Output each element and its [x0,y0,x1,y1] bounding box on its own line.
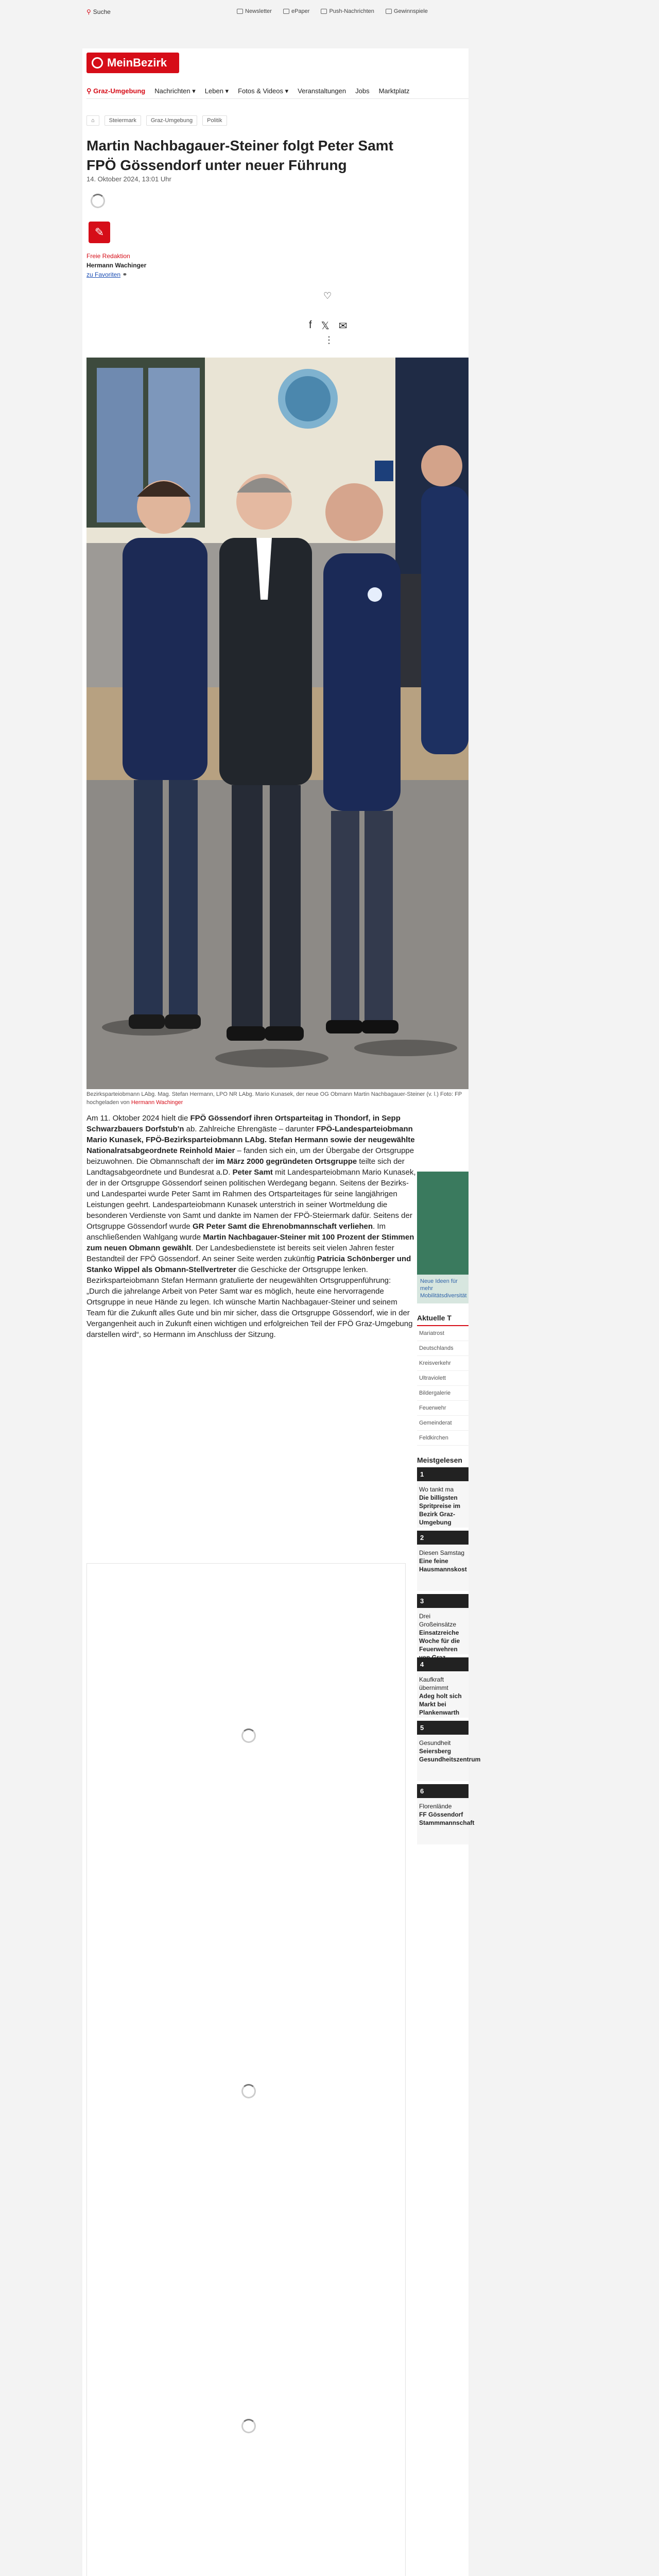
current-topics-list [417,1326,469,1446]
article-photo-graphic [86,358,469,1089]
photo-uploader-link[interactable]: Hermann Wachinger [131,1099,183,1106]
heart-icon[interactable]: ♡ [323,291,332,301]
epaper-link[interactable]: ePaper [283,8,309,14]
reactions [86,291,469,345]
current-topics-title: Aktuelle T [417,1314,469,1326]
breadcrumb-graz-umgebung[interactable]: Graz-Umgebung [146,115,197,126]
topic-item[interactable]: Ultraviolett [417,1371,469,1386]
loading-spinner [241,2084,256,2098]
topic-item[interactable]: Bildergalerie [417,1386,469,1401]
topic-item[interactable]: Mariatrost [417,1326,469,1341]
facebook-icon[interactable]: f [309,319,312,331]
topic-item[interactable]: Feuerwehr [417,1401,469,1416]
plus-icon[interactable]: ⚭ [122,271,128,278]
nav-item-leben[interactable]: Leben ▾ [204,87,229,95]
gewinnspiele-link[interactable]: Gewinnspiele [386,8,428,14]
author-name[interactable]: Hermann Wachinger [86,262,147,269]
topic-item[interactable]: Gemeinderat [417,1416,469,1431]
page [82,48,481,2576]
x-icon[interactable]: 𝕏 [321,320,330,332]
author-label: Freie Redaktion [86,252,130,260]
loading-spinner [241,1728,256,1743]
bell-icon [321,9,327,14]
ad-frame [86,1563,406,2576]
meinbezirk-logo[interactable]: MeinBezirk [86,53,179,73]
topic-item[interactable]: Feldkirchen [417,1431,469,1446]
nav-item-jobs[interactable]: Jobs [355,87,370,95]
article-title: Martin Nachbagauer-Steiner folgt Peter Samt FPÖ Gössendorf unter neuer Führung [86,138,393,173]
nav-item-marktplatz[interactable]: Marktplatz [378,87,410,95]
most-read-item[interactable]: 1 Wo tankt ma Die billigsten Spritpreise im Bezirk Graz-Umgebung [417,1467,469,1528]
newsletter-link[interactable]: Newsletter [237,8,272,14]
nav-item-nachrichten[interactable]: Nachrichten ▾ [154,87,196,95]
logo-ring-icon [92,57,103,69]
search-link[interactable]: ⚲ Suche [86,8,111,15]
gift-icon [386,9,392,14]
newsletter-icon [237,9,243,14]
push-link[interactable]: Push-Nachrichten [321,8,374,14]
author-avatar-icon[interactable]: ✎ [89,222,110,243]
topbar [0,0,659,23]
nav-item-fotos[interactable]: Fotos & Videos ▾ [238,87,289,95]
sidebar-ad[interactable]: Neue Ideen für mehr Mobilitätsdiversität [417,1172,469,1303]
most-read-item[interactable]: 3 Drei Großeinsätze Einsatzreiche Woche für die Feuerwehren von Graz [417,1594,469,1654]
article-date: 14. Oktober 2024, 13:01 Uhr [86,175,171,183]
photo-caption: Bezirksparteiobmann LAbg. Mag. Stefan Hermann, LPO NR LAbg. Mario Kunasek, der neue OG Obmann Martin Nachbagauer-Steiner (v. l.) Foto: FP hochgeladen von Hermann Wachinger [86,1091,462,1106]
loading-spinner [91,194,105,208]
search-icon: ⚲ [86,8,91,15]
article-body [86,1113,416,1340]
mail-icon[interactable]: ✉ [338,320,348,332]
region-selector[interactable]: ⚲ Graz-Umgebung [86,87,146,95]
most-read-title: Meistgelesen [417,1456,462,1464]
breadcrumb-steiermark[interactable]: Steiermark [105,115,141,126]
follow-link[interactable]: zu Favoriten [86,271,121,278]
more-icon[interactable]: ⋮ [324,335,334,345]
topic-item[interactable]: Deutschlands [417,1341,469,1356]
article-paragraph: Am 11. Oktober 2024 hielt die FPÖ Gössendorf ihren Ortsparteitag in Thondorf, in Sepp Schwarzbauers Dorfstub'n ab. Zahlreiche Ehrengäste – darunter FPÖ-Landesparteiobmann Mario Kunasek, FPÖ-Bezirksparteiobmann LAbg. Stefan Hermann sowie der neugewählte Nationalratsabgeordnete Reinhold Maier – fanden sich ein, um der Übergabe der Ortsgruppe beizuwohnen. Die Obmannschaft der im März 2000 gegründeten Ortsgruppe teilte sich der Landtagsabgeordnete und Bundesrat a.D. Peter Samt mit Landesparteiobmann Mario Kunasek, der in der Ortsgruppe Gössendorf seinen politischen Werdegang begann. Seitens der Bezirks- und Landespartei wurde Peter Samt im Rahmen des Ortsparteitages für seine langjährigen Leistungen geehrt. Landesparteiobmann Kunasek unterstrich in seiner Wortmeldung die besonderen Verdienste von Samt und dankte im Namen der FPÖ-Steiermark dafür. Seitens der Ortsgruppe Gössendorf wurde GR Peter Samt die Ehrenobmannschaft verliehen. Im anschließenden Wahlgang wurde Martin Nachbagauer-Steiner mit 100 Prozent der Stimmen zum neuen Obmann gewählt. Der Landesbedienstete ist bereits seit vielen Jahren fester Bestandteil der FPÖ Gössendorf. An seiner Seite werden zukünftig Patricia Schönberger und Stanko Wippel als Obmann-Stellvertreter die Geschicke der Ortsgruppe lenken. Bezirksparteiobmann Stefan Hermann gratulierte der neugewählten Ortsgruppenführung: „Durch die jahrelange Arbeit von Peter Samt war es möglich, heute eine hervorragende Ortsgruppe in neue Hände zu legen. Ich wünsche Martin Nachbagauer-Steiner und seinem Team für die Zukunft alles Gute und bin mir sicher, dass die Ortsgruppe Gössendorf, wie in der Vergangenheit auch in Zukunft einen wichtigen und erfolgreichen Teil der FPÖ Graz-Umgebung darstellen wird“, so Hermann im Anschluss der Sitzung. [86,1114,416,1339]
sidebar [417,1172,481,1848]
author-block [86,251,146,279]
loading-spinner [241,2419,256,2433]
topbar-links [237,8,428,14]
most-read-item[interactable]: 2 Diesen Samstag Eine feine Hausmannskost [417,1531,469,1591]
home-icon[interactable]: ⌂ [86,115,99,126]
most-read-item[interactable]: 6 Florenlände FF Gössendorf Stammmannschaft [417,1784,469,1844]
epaper-icon [283,9,289,14]
most-read-item[interactable]: 4 Kaufkraft übernimmt Adeg holt sich Markt bei Plankenwarth [417,1657,469,1718]
topic-item[interactable]: Kreisverkehr [417,1356,469,1371]
nav-item-veranstaltungen[interactable]: Veranstaltungen [298,87,346,95]
breadcrumb [86,115,227,126]
main-nav [86,83,469,99]
sidebar-ad-image [417,1172,469,1275]
share-bar [309,319,348,345]
breadcrumb-politik[interactable]: Politik [202,115,227,126]
most-read-item[interactable]: 5 Gesundheit Seiersberg Gesundheitszentrum [417,1721,469,1781]
article-photo[interactable] [86,358,469,1089]
